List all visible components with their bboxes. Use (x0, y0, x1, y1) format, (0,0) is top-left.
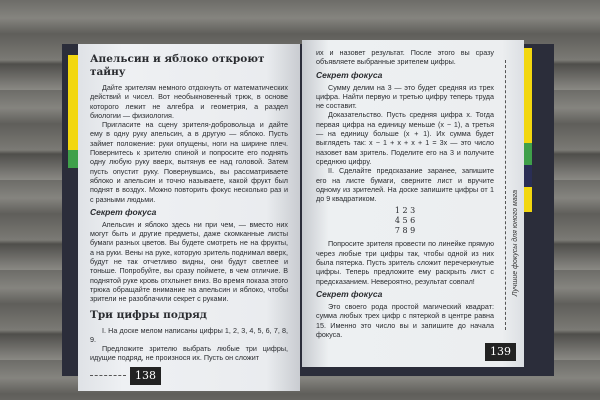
paragraph: Апельсин и яблоко здесь ни при чем, — вместо них могут быть и другие предметы, даже скомканные листы бумаги разных цветов. Вы будете смотреть не на фрукты, а на руки. Вены на руке, которую зритель поднимал вверх, будут не так отчетливо видны, они будут светлее и тоньше. Попробуйте, вы сразу поймете, в чем отличие. В поднятой руке кровь отхлынет вниз. Во время показа этого трюка обращайте внимание на апельсин и яблоко, чтобы зрители не разоблачили секрет с руками. (90, 219, 288, 304)
paragraph: их и назовет результат. После этого вы сразу объявляете выбранные зрителем цифры. (316, 48, 494, 67)
secret-heading: Секрет фокуса (90, 206, 157, 217)
grid-row: 7 8 9 (394, 226, 416, 236)
secret-heading: Секрет фокуса (316, 288, 383, 299)
article-title: Апельсин и яблоко откроют тайну (90, 53, 265, 78)
grid-row: 1 2 3 (394, 206, 416, 216)
right-page (302, 40, 524, 367)
grid-row: 4 5 6 (394, 216, 416, 226)
section-title: Три цифры подряд (90, 308, 207, 321)
paragraph: II. Сделайте предсказание заранее, запишите его на листе бумаги, сверните лист и вручите одному из зрителей. На доске запишите цифры от 1 до 9 квадратиком. (316, 166, 494, 204)
paragraph: Дайте зрителям немного отдохнуть от математических действий и чисел. Вот необыкновенный трюк, в основе которого лежит не алгебра и геометрия, а раздел биологии — физиология. (90, 83, 288, 120)
paragraph: Пригласите на сцену зрителя-добровольца и дайте ему в одну руку апельсин, а в другую — яблоко. Пусть займет положение: руки опущены, ноги на ширине плеч. Повернитесь к зрителю спиной и попросите его поднять одну любую руку вверх, вытянув ее над головой. Затем пусть опустит руку. Повернувшись, вы рассматриваете яблоко и апельсин и точно называете, какой фрукт был поднят в воздух. Можно повторить фокус несколько раз и с разными людьми. (90, 120, 288, 204)
paragraph: Это своего рода простой магический квадрат: сумма любых трех цифр с пятеркой в центре равна 15. Именно это число вы и запишите до начала фокуса. (316, 301, 494, 339)
margin-divider (505, 60, 506, 330)
page-footer (316, 339, 516, 361)
tab-green-left (68, 150, 78, 168)
tab-yellow-left (68, 55, 78, 155)
page-number: 138 (130, 367, 161, 385)
number-grid (316, 206, 494, 236)
secret-heading: Секрет фокуса (316, 69, 383, 80)
page-footer (90, 363, 288, 385)
footer-divider (90, 375, 126, 376)
paragraph: Попросите зрителя провести по линейке прямую через любые три цифры так, чтобы одной из них была пятерка. Пусть зритель сложит перечеркнутые цифры. Теперь предложите ему раскрыть лист с предсказанием. Невероятно, результат совпал! (316, 239, 494, 286)
paragraph: Доказательство. Пусть средняя цифра x. Тогда первая цифра на единицу меньше (x − 1), а третья — на единицу больше (x + 1). Их сумма будет выглядеть так: x − 1 + x + x + 1 = 3x — это число назовет вам зритель. Поделите его на 3 и получите среднюю цифру. (316, 110, 494, 166)
paragraph: Предложите зрителю выбрать любые три цифры, идущие подряд, не произнося их. Пусть он сложит (90, 344, 288, 363)
paragraph: I. На доске мелом написаны цифры 1, 2, 3, 4, 5, 6, 7, 8, 9. (90, 325, 288, 344)
paragraph: Сумму делим на 3 — это будет средняя из трех цифра. Найти первую и третью цифру теперь труда не составит. (316, 82, 494, 111)
running-title: Лучшие фокусы для юного мага (512, 190, 519, 297)
left-page (78, 44, 300, 391)
page-number: 139 (485, 343, 516, 361)
